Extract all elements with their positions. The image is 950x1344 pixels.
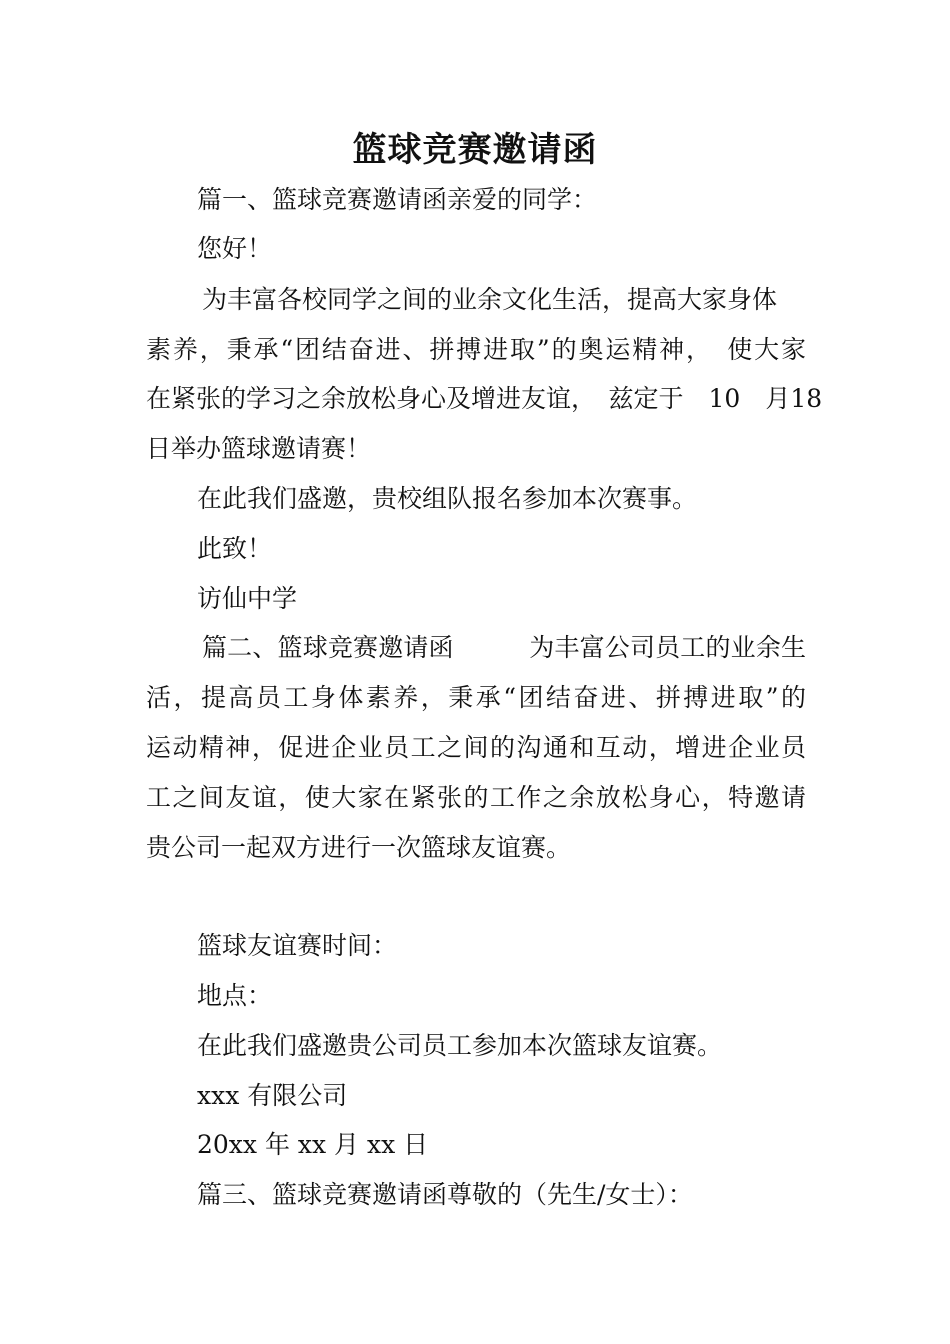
body-line: 贵公司一起双方进行一次篮球友谊赛。 [146, 833, 572, 862]
signature: 访仙中学 [197, 584, 298, 613]
section-three-heading: 篇三、篮球竞赛邀请函尊敬的（先生/女士）： [197, 1180, 693, 1209]
section-one-heading: 篇一、篮球竞赛邀请函亲爱的同学： [197, 185, 598, 214]
body-line: 运动精神，促进企业员工之间的沟通和互动，增进企业员 [146, 733, 806, 762]
body-paragraph: 在此我们盛邀，贵校组队报名参加本次赛事。 [197, 484, 698, 513]
event-time-label: 篮球友谊赛时间： [197, 931, 398, 960]
company-signature: xxx 有限公司 [197, 1081, 348, 1110]
closing-salutation: 此致！ [197, 534, 273, 563]
signature-date: 20xx 年 xx 月 xx 日 [197, 1130, 429, 1159]
body-paragraph: 在此我们盛邀贵公司员工参加本次篮球友谊赛。 [197, 1031, 723, 1060]
body-line: 素养，秉承“团结奋进、拼搏进取”的奥运精神， 使大家 [146, 335, 806, 364]
section-two-heading: 篇二、篮球竞赛邀请函 为丰富公司员工的业余生 [202, 633, 806, 662]
greeting: 您好！ [197, 234, 273, 263]
body-line: 在紧张的学习之余放松身心及增进友谊， 兹定于 10 月18 [146, 384, 823, 413]
body-line: 活，提高员工身体素养，秉承“团结奋进、拼搏进取”的 [146, 683, 806, 712]
document-title: 篮球竞赛邀请函 [352, 130, 598, 170]
body-line: 日举办篮球邀请赛！ [146, 434, 372, 463]
event-location-label: 地点： [197, 981, 273, 1010]
body-line: 工之间友谊，使大家在紧张的工作之余放松身心，特邀请 [146, 783, 806, 812]
body-line: 为丰富各校同学之间的业余文化生活，提高大家身体 [202, 285, 778, 314]
